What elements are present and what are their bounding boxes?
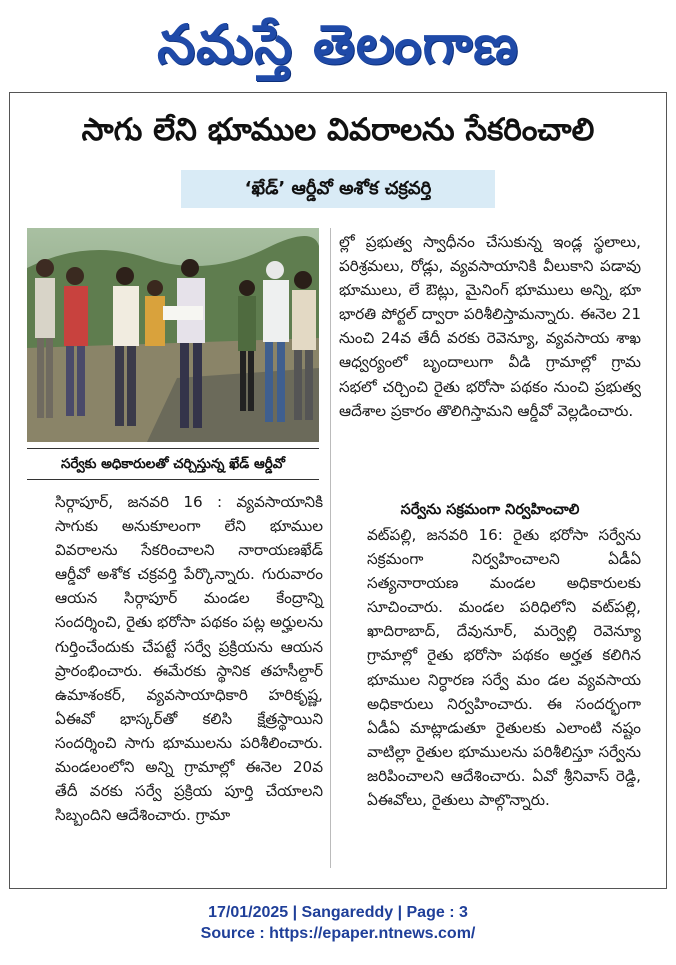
paragraph-left (27, 490, 323, 827)
newspaper-masthead: నమస్తే తెలంగాణ (157, 12, 519, 76)
side-headline: సర్వేను సక్రమంగా నిర్వహించాలి (400, 502, 580, 518)
article-body-right-bottom (339, 523, 641, 812)
paragraph-right (339, 523, 641, 812)
left-column-text: సిర్గాపూర్, జనవరి 16 : వ్యవసాయానికి సాగుకు అనుకూలంగా లేని భూముల వివరాలను సేకరించాలని నారాయణఖేడ్ ఆర్డీవో అశోక చక్రవర్తి పేర్కొన్నారు. గురువారం ఆయన సిర్గాపూర్ మండల కేంద్రాన్ని సందర్శించి, రైతు భరోసా పథకం పట్ల అర్హులను గుర్తించేందుకు చేపట్టే సర్వే ప్రక్రియను ఆయన ప్రారంభించారు. ఈమేరకు స్థానిక తహసీల్దార్ ఉమాశంకర్, వ్యవసాయాధికారి హరికృష్ణ, ఏఈవో భాస్కర్‌తో కలిసి క్షేత్రస్థాయిని సందర్శించి సాగు భూములను పరిశీలించారు. మండలంలోని అన్ని గ్రామాల్లో ఈనెల 20వ తేదీ వరకు సర్వే ప్రక్రియ పూర్తి చేయాలని సిబ్బందిని ఆదేశించారు. గ్రామా (55, 493, 323, 825)
right-column-bottom-text: వట్‌పల్లి, జనవరి 16: రైతు భరోసా సర్వేను సక్రమంగా నిర్వహించాలని ఏడీఏ సత్యనారాయణ మండల అధికారులకు సూచించారు. మండల పరిధిలోని వట్‌పల్లి, ఖాదిరాబాద్, దేవునూర్, మర్వెల్లి రెవెన్యూ గ్రామాల్లో రైతు భరోసా పథకం అర్హత కలిగిన భూముల నిర్ధారణ సర్వే మం డల వ్యవసాయ అధికారులు నిర్వహించారు. ఈ సందర్భంగా ఏడీఏ మాట్లాడుతూ రైతులకు ఎలాంటి నష్టం వాటిల్లా రైతుల భూములను పరిశీలిస్తూ సర్వేను జరిపించాలని ఆదేశించారు. ఏవో శ్రీనివాస్ రెడ్డి, ఏఈవోలు, రైతులు పాల్గొన్నారు. (367, 526, 641, 810)
footer-date-edition: 17/01/2025 | Sangareddy | Page : 3 (208, 904, 468, 921)
article-headline: సాగు లేని భూముల వివరాలను సేకరించాలి (81, 112, 595, 148)
article-body-right (339, 230, 641, 423)
right-column-top-text: ల్లో ప్రభుత్వ స్వాధీనం చేసుకున్న ఇండ్ల స్థలాలు, పరిశ్రమలు, రోడ్లు, వ్యవసాయానికి వీలుకాని పడావు భూములు, లే ఔట్లు, మైనింగ్ భూములు అన్ని, భూ భారతి పోర్టల్ ద్వారా పరిశీలిస్తామన్నారు. ఈనెల 21 నుంచి 24వ తేదీ వరకు రెవెన్యూ, వ్యవసాయ శాఖ ఆధ్వర్యంలో బృందాలుగా వీడి గ్రామాల్లో గ్రామ సభలో చర్చించి రైతు భరోసా పథకం నుంచి ప్రభుత్వ ఆదేశాల ప్రకారం తొలిగిస్తామని ఆర్డీవో వెల్లడించారు. (339, 233, 641, 420)
column-divider (330, 228, 331, 868)
footer-source-link[interactable]: Source : https://epaper.ntnews.com/ (200, 925, 476, 942)
article-photo (27, 228, 319, 442)
article-subhead: ‘ఖేడ్’ ఆర్డీవో అశోక చక్రవర్తి (181, 170, 495, 208)
photo-caption: సర్వేకు అధికారులతో చర్చిస్తున్న ఖేడ్ ఆర్డీవో (27, 448, 319, 480)
field-inspection-photo (27, 228, 319, 442)
article-body-left (27, 490, 323, 827)
